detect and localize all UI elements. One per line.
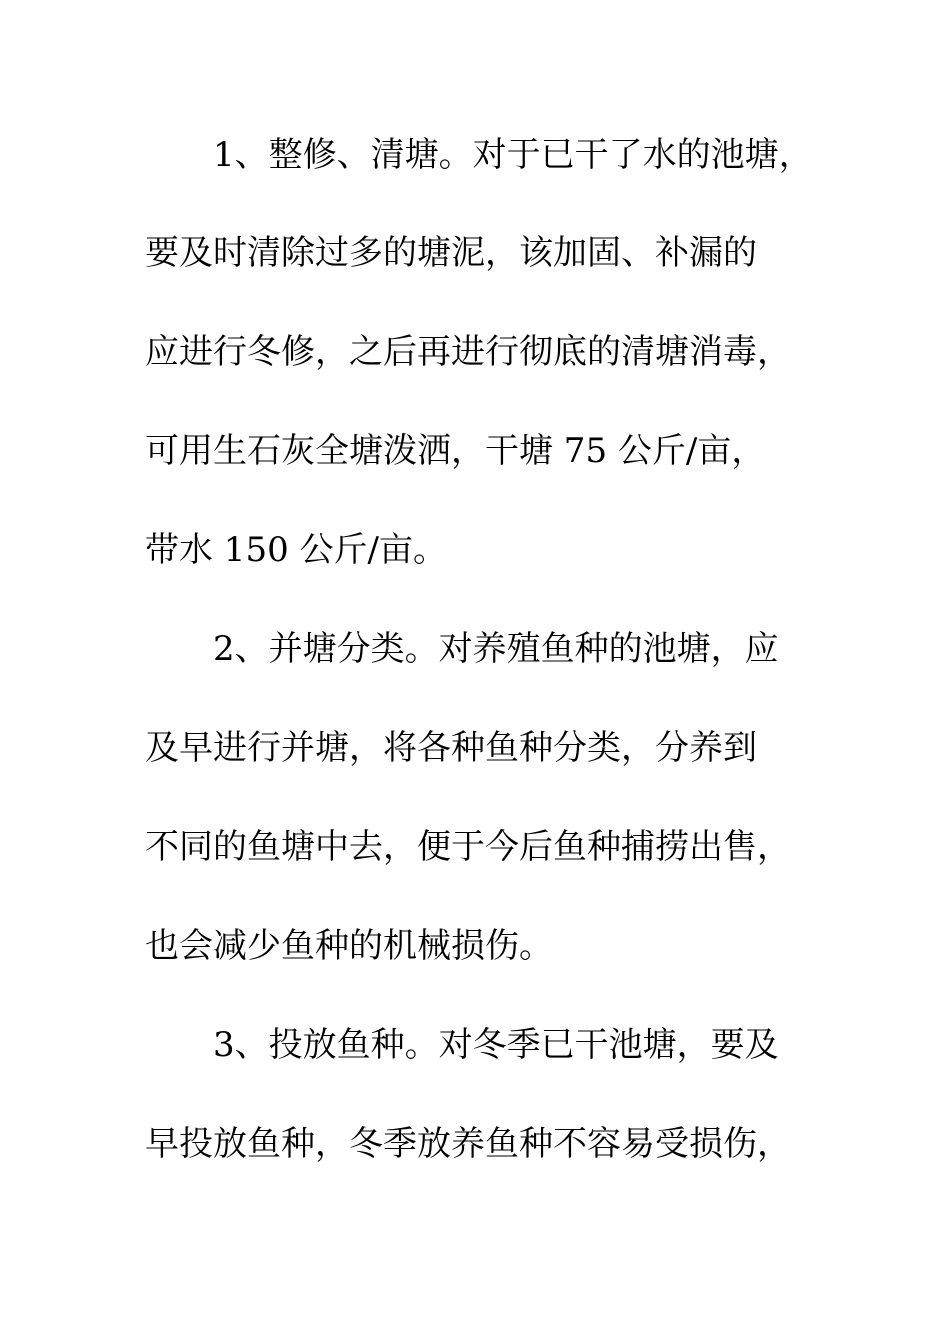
paragraph-line: 2、并塘分类。对养殖鱼种的池塘，应 <box>213 629 779 669</box>
paragraph-line: 也会减少鱼种的机械损伤。 <box>145 926 553 966</box>
paragraph-line: 及早进行并塘，将各种鱼种分类，分养到 <box>145 728 757 768</box>
paragraph-line: 要及时清除过多的塘泥，该加固、补漏的 <box>145 233 757 273</box>
paragraph-line: 早投放鱼种，冬季放养鱼种不容易受损伤， <box>145 1124 791 1164</box>
paragraph-line: 3、投放鱼种。对冬季已干池塘，要及 <box>213 1025 779 1065</box>
paragraph-line: 1、整修、清塘。对于已干了水的池塘， <box>213 135 813 175</box>
paragraph-line: 应进行冬修，之后再进行彻底的清塘消毒， <box>145 332 791 372</box>
paragraph-line: 可用生石灰全塘泼洒，干塘 75 公斤/亩， <box>145 431 766 471</box>
paragraph-line: 带水 150 公斤/亩。 <box>145 530 447 570</box>
paragraph-line: 不同的鱼塘中去，便于今后鱼种捕捞出售， <box>145 827 791 867</box>
